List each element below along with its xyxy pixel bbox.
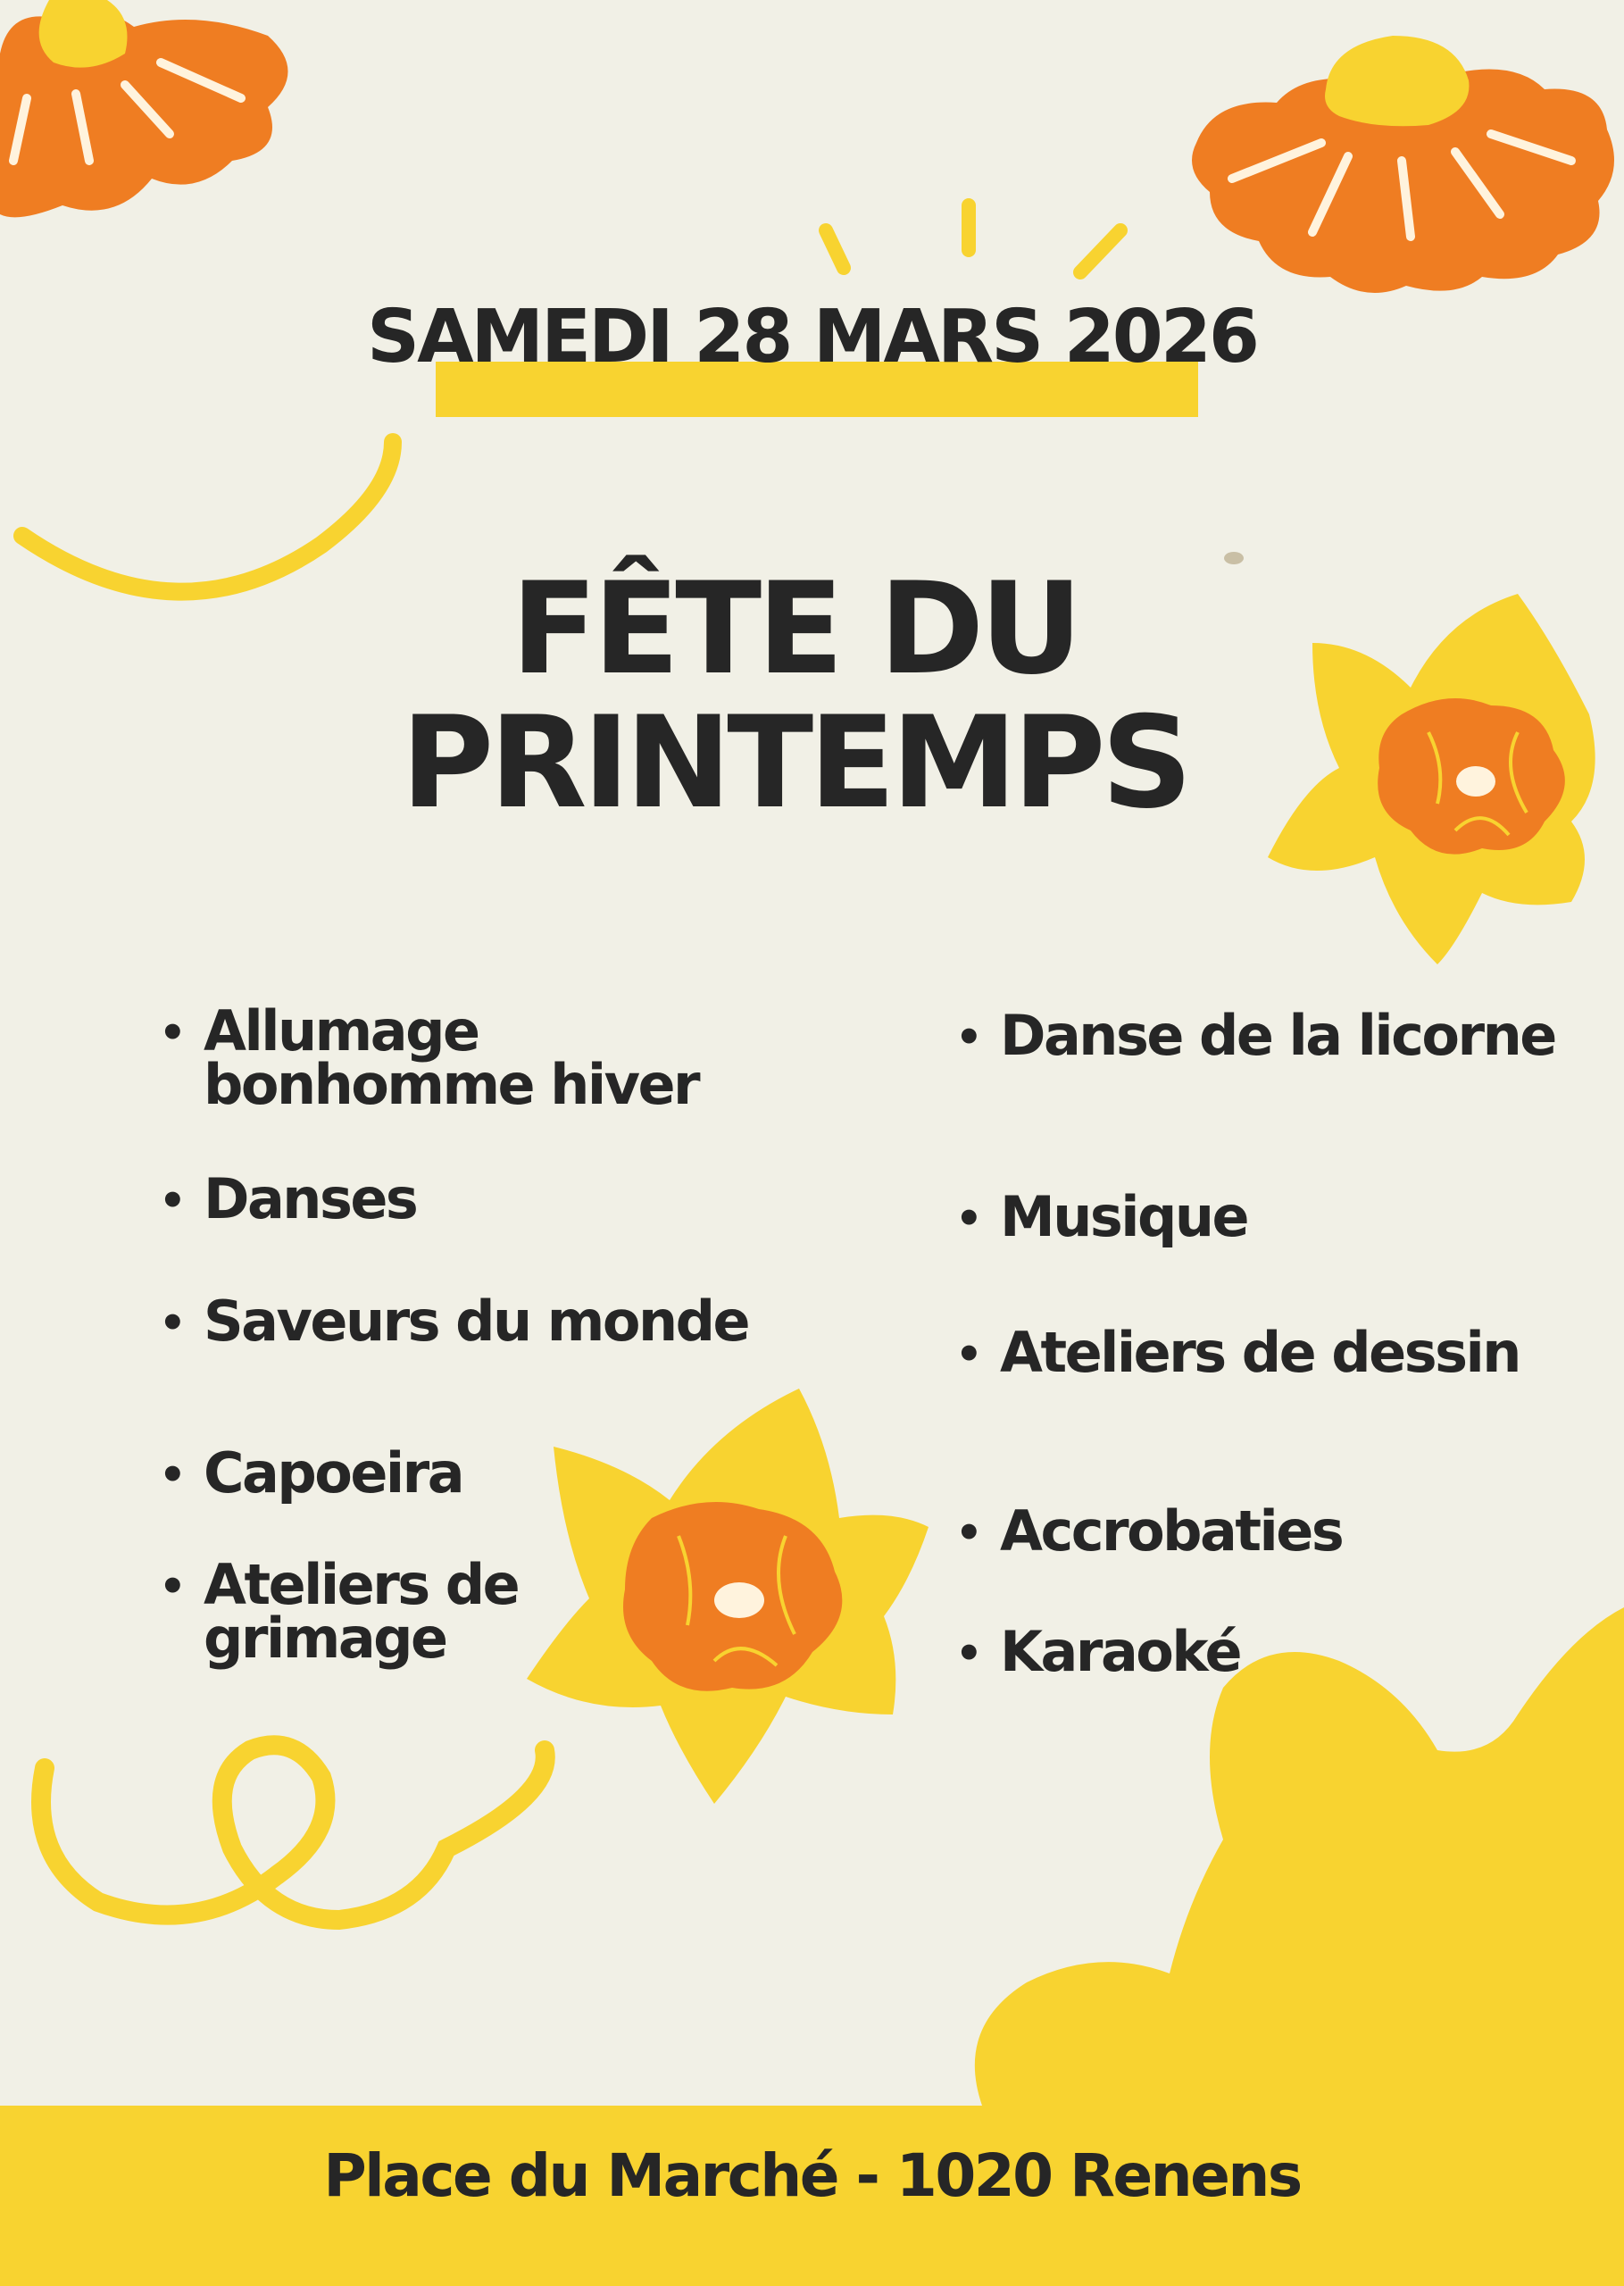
title-line-1: FÊTE DU <box>511 555 1079 703</box>
event-location: Place du Marché - 1020 Renens <box>323 2141 1301 2210</box>
sparkle-lines <box>826 205 1120 272</box>
activity-item: • Karaoké <box>1000 1625 1571 1679</box>
activity-item: • Ateliers de dessin <box>1000 1326 1571 1380</box>
activity-item: • Saveurs du monde <box>204 1295 775 1348</box>
yellow-flower-right <box>1268 594 1595 964</box>
orange-flower-top-right <box>1192 36 1614 293</box>
activity-item: • Musique <box>1000 1190 1571 1244</box>
activity-item: • Capoeira <box>204 1447 775 1500</box>
squiggle-line <box>41 1745 545 1920</box>
activity-item: • Accrobaties <box>1000 1505 1571 1558</box>
footer-band <box>0 2106 1624 2286</box>
activity-item: • Allumage bonhomme hiver <box>204 1005 775 1112</box>
title-line-2: PRINTEMPS <box>401 689 1188 837</box>
activity-item: • Ateliers de grimage <box>204 1558 775 1665</box>
event-date: SAMEDI 28 MARS 2026 <box>367 295 1257 380</box>
activity-item: • Danses <box>204 1172 775 1226</box>
event-title <box>295 555 1295 837</box>
activity-item: • Danse de la licorne <box>1000 1009 1571 1063</box>
orange-flower-top-left <box>0 0 288 217</box>
date-heading-wrap <box>0 295 1624 380</box>
